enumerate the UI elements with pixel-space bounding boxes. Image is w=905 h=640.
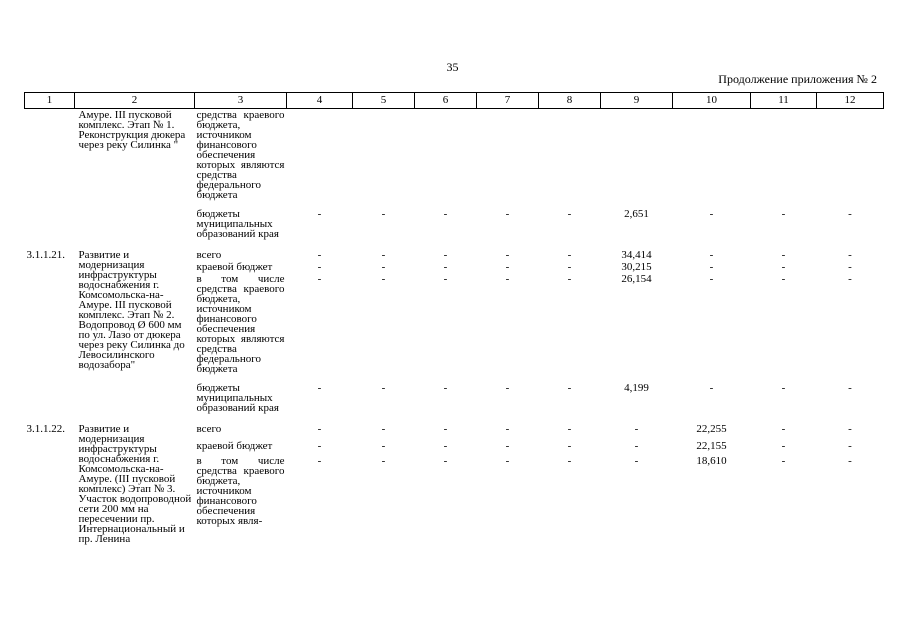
- funding-source: всего: [196, 249, 222, 261]
- value-cell: -: [781, 382, 786, 394]
- col-header: 12: [817, 93, 884, 109]
- col-header: 10: [673, 93, 751, 109]
- col-header: 9: [601, 93, 673, 109]
- value-cell: -: [848, 208, 852, 220]
- value-cell: -: [848, 273, 852, 285]
- value-cell: -: [709, 208, 714, 220]
- row-code: [25, 109, 75, 209]
- value-cell: -: [505, 261, 510, 273]
- col-header: 3: [195, 93, 287, 109]
- value-cell: -: [781, 249, 786, 261]
- value-cell: -: [443, 261, 448, 273]
- value-cell: 26,154: [621, 273, 652, 285]
- col-header: 1: [25, 93, 75, 109]
- col-header: 8: [539, 93, 601, 109]
- value-cell: [817, 109, 884, 209]
- value-cell: 2,651: [624, 208, 649, 220]
- value-cell: -: [634, 440, 639, 453]
- value-cell: -: [848, 382, 852, 394]
- value-cell: -: [381, 423, 386, 435]
- measure-name: Амуре. III пусковой комплекс. Этап № 1. Реконструкция дюкера через реку Силинка ": [78, 109, 186, 151]
- value-cell: -: [709, 273, 714, 285]
- value-cell: -: [443, 249, 448, 261]
- value-cell: 22,155: [696, 440, 727, 453]
- value-cell: 30,215: [621, 261, 652, 273]
- col-header: 2: [75, 93, 195, 109]
- value-cell: -: [567, 440, 572, 453]
- row-code: 3.1.1.22.: [26, 423, 65, 435]
- table-header-row: [25, 93, 884, 109]
- table-row: [25, 414, 884, 440]
- value-cell: -: [567, 455, 572, 468]
- value-cell: -: [848, 261, 852, 273]
- value-cell: -: [381, 273, 386, 285]
- page-number: 35: [446, 60, 459, 74]
- value-cell: -: [317, 208, 322, 220]
- value-cell: 22,255: [696, 423, 727, 435]
- value-cell: -: [317, 423, 322, 435]
- value-cell: -: [709, 261, 714, 273]
- funding-source: краевой бюджет: [196, 261, 273, 273]
- table-row: [25, 240, 884, 261]
- value-cell: -: [381, 249, 386, 261]
- value-cell: -: [505, 382, 510, 394]
- value-cell: -: [634, 423, 639, 435]
- value-cell: -: [848, 455, 852, 468]
- value-cell: -: [567, 273, 572, 285]
- value-cell: 18,610: [696, 455, 727, 468]
- value-cell: -: [567, 423, 572, 435]
- value-cell: -: [443, 273, 448, 285]
- budget-table: [24, 92, 884, 545]
- value-cell: [353, 109, 415, 209]
- value-cell: -: [317, 249, 322, 261]
- value-cell: -: [381, 440, 386, 453]
- value-cell: -: [505, 249, 510, 261]
- funding-source: в том числе средства краевого бюджета, источником финансового обеспечения которых являются средства федерального бюджета: [196, 273, 285, 375]
- col-header: 7: [477, 93, 539, 109]
- value-cell: -: [381, 455, 386, 468]
- value-cell: [673, 109, 751, 209]
- value-cell: -: [381, 382, 386, 394]
- row-code: 3.1.1.21.: [26, 249, 65, 261]
- value-cell: -: [505, 208, 510, 220]
- value-cell: [287, 109, 353, 209]
- appendix-caption: Продолжение приложения № 2: [718, 72, 877, 86]
- value-cell: -: [505, 455, 510, 468]
- value-cell: -: [567, 261, 572, 273]
- value-cell: [539, 109, 601, 209]
- col-header: 11: [751, 93, 817, 109]
- value-cell: -: [567, 249, 572, 261]
- row-code: [25, 208, 75, 240]
- value-cell: -: [443, 208, 448, 220]
- funding-source: всего: [196, 423, 222, 435]
- value-cell: [415, 109, 477, 209]
- value-cell: -: [781, 440, 786, 453]
- value-cell: 34,414: [621, 249, 652, 261]
- measure-name: Развитие и модернизация инфраструктуры водоснабжения г. Комсомольска-на-Амуре. III пусковой комплекс. Этап № 2. Водопровод Ø 600 мм по ул. Лазо от дюкера через реку Силинка до Левосилинского водозабора": [78, 249, 185, 371]
- value-cell: -: [567, 208, 572, 220]
- value-cell: -: [781, 261, 786, 273]
- value-cell: -: [317, 382, 322, 394]
- funding-source: бюджеты муниципальных образований края: [196, 208, 279, 240]
- value-cell: -: [848, 249, 852, 261]
- value-cell: -: [505, 423, 510, 435]
- value-cell: -: [317, 440, 322, 453]
- measure-name: Развитие и модернизация инфраструктуры водоснабжения г. Комсомольска-на-Амуре. (III пусковой комплекс) Этап № 3. Участок водопроводной сети 200 мм на пересечении пр. Интернациональный и пр. Ленина: [78, 423, 192, 545]
- value-cell: -: [505, 273, 510, 285]
- value-cell: -: [443, 423, 448, 435]
- value-cell: -: [848, 423, 852, 435]
- value-cell: -: [381, 208, 386, 220]
- value-cell: -: [781, 423, 786, 435]
- funding-source: краевой бюджет: [196, 440, 273, 453]
- value-cell: [751, 109, 817, 209]
- value-cell: -: [709, 249, 714, 261]
- value-cell: 4,199: [624, 382, 649, 394]
- value-cell: -: [781, 273, 786, 285]
- value-cell: -: [317, 261, 322, 273]
- value-cell: -: [443, 455, 448, 468]
- funding-source: средства краевого бюджета, источником финансового обеспечения которых являются средства федерального бюджета: [196, 109, 285, 201]
- value-cell: -: [381, 261, 386, 273]
- value-cell: -: [317, 455, 322, 468]
- col-header: 4: [287, 93, 353, 109]
- value-cell: -: [567, 382, 572, 394]
- funding-source: бюджеты муниципальных образований края: [196, 382, 279, 414]
- col-header: 5: [353, 93, 415, 109]
- funding-source: в том числе средства краевого бюджета, источником финансового обеспечения которых явля-: [196, 455, 285, 528]
- value-cell: -: [848, 440, 852, 453]
- table-row: [25, 109, 884, 209]
- value-cell: [601, 109, 673, 209]
- col-header: 6: [415, 93, 477, 109]
- value-cell: -: [709, 382, 714, 394]
- value-cell: -: [634, 455, 639, 468]
- value-cell: -: [317, 273, 322, 285]
- value-cell: -: [781, 208, 786, 220]
- value-cell: -: [505, 440, 510, 453]
- value-cell: -: [781, 455, 786, 468]
- value-cell: -: [443, 440, 448, 453]
- value-cell: [477, 109, 539, 209]
- value-cell: -: [443, 382, 448, 394]
